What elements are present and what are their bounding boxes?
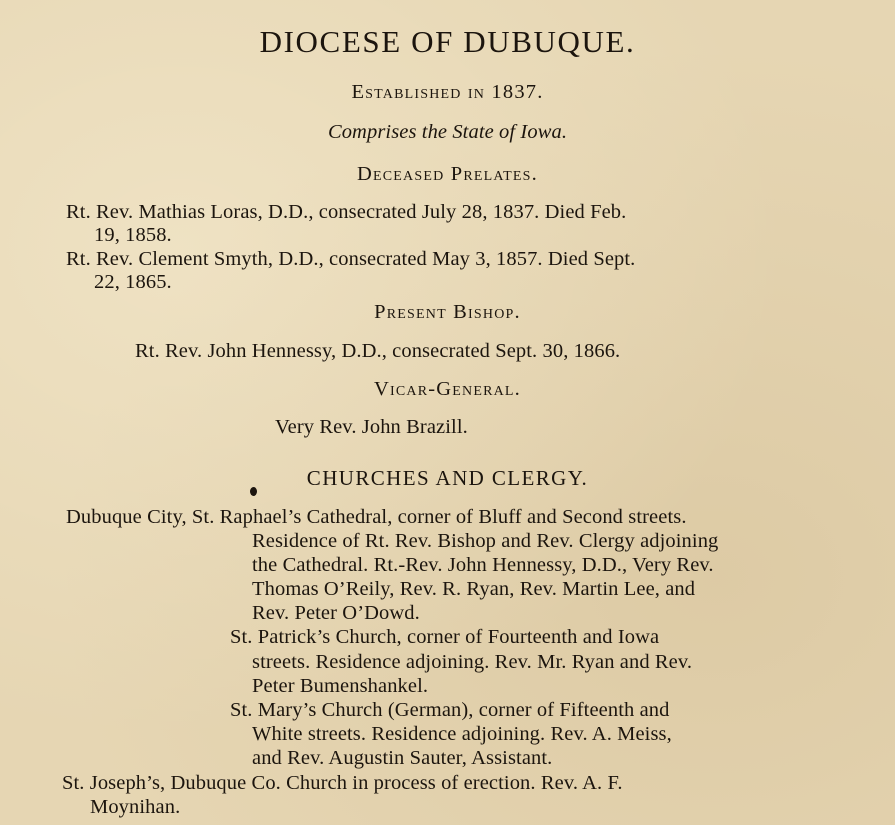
church-line-11: and Rev. Augustin Sauter, Assistant. [252, 747, 553, 769]
comprises-line: Comprises the State of Iowa. [327, 121, 568, 143]
church-line-12: St. Joseph’s, Dubuque Co. Church in process of erection. Rev. A. F. [62, 772, 623, 794]
church-line-6: St. Patrick’s Church, corner of Fourteenth and Iowa [230, 626, 660, 648]
deceased-prelate-1-line-2: 19, 1858. [94, 224, 172, 246]
deceased-prelate-1-line-1: Rt. Rev. Mathias Loras, D.D., consecrated July 28, 1837. Died Feb. [66, 201, 627, 223]
church-line-4: Thomas O’Reily, Rev. R. Ryan, Rev. Martin Lee, and [252, 578, 696, 600]
church-line-8: Peter Bumenshankel. [252, 675, 429, 697]
ink-dot [250, 487, 257, 496]
deceased-prelate-2-line-2: 22, 1865. [94, 271, 172, 293]
church-line-10: White streets. Residence adjoining. Rev. A. Meiss, [252, 723, 672, 745]
church-line-7: streets. Residence adjoining. Rev. Mr. Ryan and Rev. [252, 651, 693, 673]
vicar-general-heading: Vicar-General. [373, 378, 522, 400]
established-line: Established in 1837. [351, 81, 544, 103]
church-line-5: Rev. Peter O’Dowd. [252, 602, 420, 624]
church-line-3: the Cathedral. Rt.-Rev. John Hennessy, D.D., Very Rev. [252, 554, 714, 576]
deceased-prelate-2-line-1: Rt. Rev. Clement Smyth, D.D., consecrated May 3, 1857. Died Sept. [66, 248, 636, 270]
deceased-prelates-heading: Deceased Prelates. [357, 163, 538, 185]
church-line-13: Moynihan. [90, 796, 181, 818]
church-line-1: Dubuque City, St. Raphael’s Cathedral, corner of Bluff and Second streets. [66, 506, 687, 528]
church-line-2: Residence of Rt. Rev. Bishop and Rev. Clergy adjoining [252, 530, 719, 552]
church-line-9: St. Mary’s Church (German), corner of Fifteenth and [230, 699, 670, 721]
churches-and-clergy-heading: CHURCHES AND CLERGY. [306, 466, 589, 490]
present-bishop-text: Rt. Rev. John Hennessy, D.D., consecrated Sept. 30, 1866. [135, 340, 621, 362]
page-title: DIOCESE OF DUBUQUE. [259, 24, 636, 59]
vicar-general-text: Very Rev. John Brazill. [275, 416, 468, 438]
present-bishop-heading: Present Bishop. [374, 301, 521, 323]
